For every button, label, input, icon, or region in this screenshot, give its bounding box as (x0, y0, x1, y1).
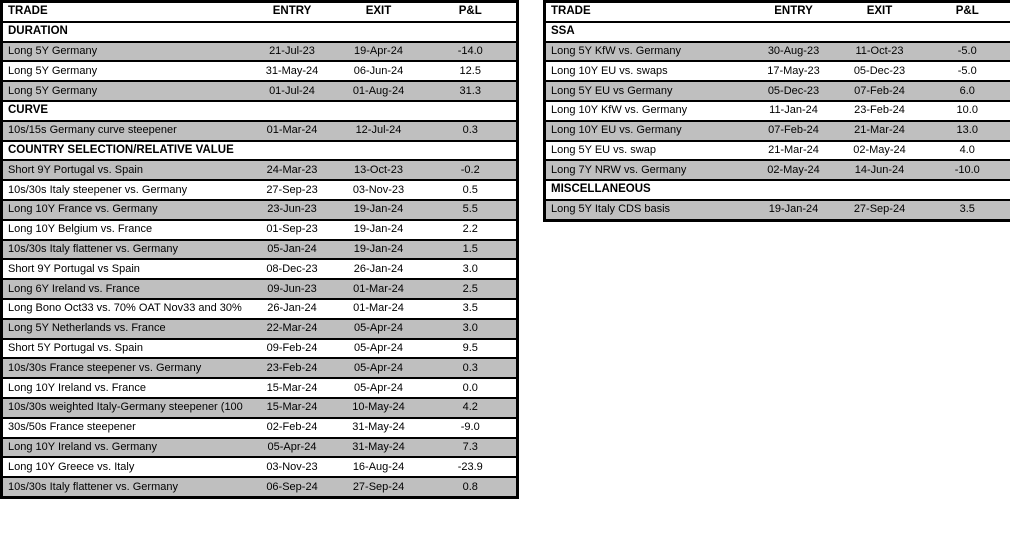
trade-cell: Short 9Y Portugal vs Spain (2, 259, 252, 279)
entry-date-cell: 26-Jan-24 (252, 299, 333, 319)
trade-cell: Long 5Y KfW vs. Germany (545, 42, 753, 62)
trade-cell: 10s/30s weighted Italy-Germany steepener (100 (2, 398, 252, 418)
exit-date-cell: 13-Oct-23 (333, 160, 425, 180)
section-row (545, 180, 1010, 200)
exit-date-cell: 19-Apr-24 (333, 42, 425, 62)
table-row (545, 160, 1010, 180)
exit-date-cell: 06-Jun-24 (333, 61, 425, 81)
section-row (545, 22, 1010, 42)
exit-date-cell: 02-May-24 (835, 141, 925, 161)
pnl-cell: 31.3 (425, 81, 518, 101)
table-row (2, 42, 518, 62)
pnl-cell: 10.0 (925, 101, 1010, 121)
table-row (545, 61, 1010, 81)
exit-date-cell: 05-Apr-24 (333, 319, 425, 339)
table-row (545, 42, 1010, 62)
exit-date-cell: 27-Sep-24 (835, 200, 925, 220)
entry-date-cell: 05-Jan-24 (252, 240, 333, 260)
header-row (545, 2, 1010, 22)
entry-date-cell: 21-Jul-23 (252, 42, 333, 62)
section-title: MISCELLANEOUS (545, 180, 1010, 200)
column-header-exit: EXIT (333, 2, 425, 22)
table-row (2, 299, 518, 319)
pnl-cell: 7.3 (425, 438, 518, 458)
table-row (2, 121, 518, 141)
table-row (2, 81, 518, 101)
section-row (2, 101, 518, 121)
table-row (2, 279, 518, 299)
column-header-trade: TRADE (545, 2, 753, 22)
entry-date-cell: 03-Nov-23 (252, 457, 333, 477)
pnl-cell: 3.0 (425, 259, 518, 279)
table-body-right (545, 22, 1010, 220)
trades-table-left (0, 0, 519, 499)
exit-date-cell: 03-Nov-23 (333, 180, 425, 200)
pnl-cell: 1.5 (425, 240, 518, 260)
pnl-cell: 6.0 (925, 81, 1010, 101)
trade-cell: Long 5Y Italy CDS basis (545, 200, 753, 220)
exit-date-cell: 05-Apr-24 (333, 378, 425, 398)
table-row (545, 121, 1010, 141)
exit-date-cell: 16-Aug-24 (333, 457, 425, 477)
table-row (545, 101, 1010, 121)
section-title: COUNTRY SELECTION/RELATIVE VALUE (2, 141, 518, 161)
exit-date-cell: 26-Jan-24 (333, 259, 425, 279)
entry-date-cell: 07-Feb-24 (753, 121, 835, 141)
trade-cell: 10s/30s France steepener vs. Germany (2, 358, 252, 378)
trade-cell: Long 5Y Germany (2, 81, 252, 101)
entry-date-cell: 23-Feb-24 (252, 358, 333, 378)
exit-date-cell: 11-Oct-23 (835, 42, 925, 62)
entry-date-cell: 19-Jan-24 (753, 200, 835, 220)
entry-date-cell: 27-Sep-23 (252, 180, 333, 200)
pnl-cell: 0.3 (425, 121, 518, 141)
trade-cell: Long Bono Oct33 vs. 70% OAT Nov33 and 30% (2, 299, 252, 319)
pnl-cell: 0.3 (425, 358, 518, 378)
entry-date-cell: 09-Feb-24 (252, 339, 333, 359)
table-row (545, 81, 1010, 101)
entry-date-cell: 11-Jan-24 (753, 101, 835, 121)
pnl-cell: 2.2 (425, 220, 518, 240)
pnl-cell: -5.0 (925, 61, 1010, 81)
column-header-exit: EXIT (835, 2, 925, 22)
table-row (2, 220, 518, 240)
column-header-pnl: P&L (925, 2, 1010, 22)
pnl-cell: 12.5 (425, 61, 518, 81)
entry-date-cell: 05-Apr-24 (252, 438, 333, 458)
table-row (2, 200, 518, 220)
pnl-cell: 0.8 (425, 477, 518, 497)
exit-date-cell: 21-Mar-24 (835, 121, 925, 141)
exit-date-cell: 10-May-24 (333, 398, 425, 418)
trade-cell: Long 10Y Belgium vs. France (2, 220, 252, 240)
entry-date-cell: 05-Dec-23 (753, 81, 835, 101)
exit-date-cell: 05-Apr-24 (333, 339, 425, 359)
exit-date-cell: 05-Apr-24 (333, 358, 425, 378)
trade-cell: Long 7Y NRW vs. Germany (545, 160, 753, 180)
table-row (2, 259, 518, 279)
exit-date-cell: 31-May-24 (333, 418, 425, 438)
entry-date-cell: 22-Mar-24 (252, 319, 333, 339)
column-header-trade: TRADE (2, 2, 252, 22)
exit-date-cell: 01-Mar-24 (333, 279, 425, 299)
table-row (2, 180, 518, 200)
trade-cell: Short 9Y Portugal vs. Spain (2, 160, 252, 180)
trade-cell: Long 5Y Germany (2, 61, 252, 81)
exit-date-cell: 27-Sep-24 (333, 477, 425, 497)
exit-date-cell: 19-Jan-24 (333, 220, 425, 240)
table-row (545, 200, 1010, 220)
table-row (2, 457, 518, 477)
trade-cell: 10s/30s Italy flattener vs. Germany (2, 477, 252, 497)
entry-date-cell: 30-Aug-23 (753, 42, 835, 62)
exit-date-cell: 31-May-24 (333, 438, 425, 458)
pnl-cell: 4.0 (925, 141, 1010, 161)
pnl-cell: 9.5 (425, 339, 518, 359)
trade-cell: Short 5Y Portugal vs. Spain (2, 339, 252, 359)
pnl-cell: -14.0 (425, 42, 518, 62)
pnl-cell: -5.0 (925, 42, 1010, 62)
entry-date-cell: 02-Feb-24 (252, 418, 333, 438)
trade-cell: 10s/30s Italy steepener vs. Germany (2, 180, 252, 200)
trade-cell: Long 5Y Germany (2, 42, 252, 62)
section-row (2, 141, 518, 161)
trade-cell: Long 5Y Netherlands vs. France (2, 319, 252, 339)
column-header-entry: ENTRY (252, 2, 333, 22)
pnl-cell: 3.0 (425, 319, 518, 339)
entry-date-cell: 24-Mar-23 (252, 160, 333, 180)
trade-cell: Long 10Y Ireland vs. France (2, 378, 252, 398)
table-row (2, 477, 518, 497)
exit-date-cell: 12-Jul-24 (333, 121, 425, 141)
exit-date-cell: 05-Dec-23 (835, 61, 925, 81)
entry-date-cell: 15-Mar-24 (252, 378, 333, 398)
pnl-cell: 0.5 (425, 180, 518, 200)
trade-cell: Long 10Y EU vs. Germany (545, 121, 753, 141)
entry-date-cell: 02-May-24 (753, 160, 835, 180)
exit-date-cell: 19-Jan-24 (333, 240, 425, 260)
table-row (545, 141, 1010, 161)
exit-date-cell: 23-Feb-24 (835, 101, 925, 121)
trade-cell: Long 5Y EU vs Germany (545, 81, 753, 101)
column-header-pnl: P&L (425, 2, 518, 22)
trade-cell: Long 6Y Ireland vs. France (2, 279, 252, 299)
exit-date-cell: 01-Aug-24 (333, 81, 425, 101)
column-header-entry: ENTRY (753, 2, 835, 22)
section-row (2, 22, 518, 42)
section-title: SSA (545, 22, 1010, 42)
pnl-cell: 13.0 (925, 121, 1010, 141)
entry-date-cell: 09-Jun-23 (252, 279, 333, 299)
table-row (2, 358, 518, 378)
section-title: DURATION (2, 22, 518, 42)
pnl-cell: -9.0 (425, 418, 518, 438)
trade-cell: 10s/15s Germany curve steepener (2, 121, 252, 141)
entry-date-cell: 06-Sep-24 (252, 477, 333, 497)
table-row (2, 418, 518, 438)
table-row (2, 160, 518, 180)
entry-date-cell: 21-Mar-24 (753, 141, 835, 161)
trade-cell: Long 10Y EU vs. swaps (545, 61, 753, 81)
trade-cell: Long 10Y France vs. Germany (2, 200, 252, 220)
entry-date-cell: 15-Mar-24 (252, 398, 333, 418)
header-row (2, 2, 518, 22)
table-row (2, 378, 518, 398)
entry-date-cell: 08-Dec-23 (252, 259, 333, 279)
pnl-cell: -23.9 (425, 457, 518, 477)
pnl-cell: 5.5 (425, 200, 518, 220)
trade-cell: 30s/50s France steepener (2, 418, 252, 438)
exit-date-cell: 07-Feb-24 (835, 81, 925, 101)
entry-date-cell: 01-Sep-23 (252, 220, 333, 240)
trade-cell: Long 10Y Greece vs. Italy (2, 457, 252, 477)
entry-date-cell: 01-Jul-24 (252, 81, 333, 101)
trade-cell: Long 5Y EU vs. swap (545, 141, 753, 161)
pnl-cell: 4.2 (425, 398, 518, 418)
table-row (2, 339, 518, 359)
trade-cell: Long 10Y KfW vs. Germany (545, 101, 753, 121)
exit-date-cell: 01-Mar-24 (333, 299, 425, 319)
table-row (2, 398, 518, 418)
pnl-cell: 0.0 (425, 378, 518, 398)
table-row (2, 438, 518, 458)
section-title: CURVE (2, 101, 518, 121)
table-body-left (2, 22, 518, 498)
entry-date-cell: 17-May-23 (753, 61, 835, 81)
table-row (2, 61, 518, 81)
entry-date-cell: 01-Mar-24 (252, 121, 333, 141)
table-row (2, 240, 518, 260)
trades-table-right (543, 0, 1010, 222)
trade-cell: 10s/30s Italy flattener vs. Germany (2, 240, 252, 260)
table-row (2, 319, 518, 339)
entry-date-cell: 31-May-24 (252, 61, 333, 81)
pnl-cell: -10.0 (925, 160, 1010, 180)
pnl-cell: 3.5 (425, 299, 518, 319)
pnl-cell: -0.2 (425, 160, 518, 180)
trade-cell: Long 10Y Ireland vs. Germany (2, 438, 252, 458)
exit-date-cell: 14-Jun-24 (835, 160, 925, 180)
exit-date-cell: 19-Jan-24 (333, 200, 425, 220)
entry-date-cell: 23-Jun-23 (252, 200, 333, 220)
pnl-cell: 2.5 (425, 279, 518, 299)
pnl-cell: 3.5 (925, 200, 1010, 220)
